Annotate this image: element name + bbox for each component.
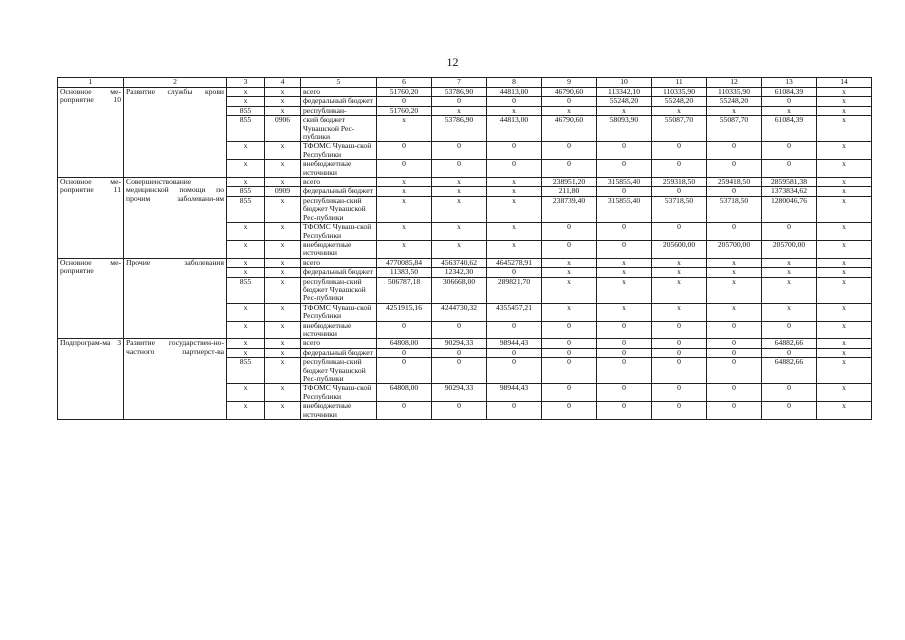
value-cell: 64808,00: [377, 384, 432, 402]
value-cell: 205600,00: [652, 240, 707, 258]
value-cell: 0: [597, 339, 652, 348]
value-cell: 0: [762, 402, 817, 420]
col14-cell: x: [817, 88, 872, 97]
value-cell: 55248,20: [707, 97, 762, 106]
funding-source-cell: федеральный бюджет: [301, 348, 377, 357]
value-cell: 0: [432, 97, 487, 106]
value-cell: 64882,66: [762, 339, 817, 348]
value-cell: 0: [432, 402, 487, 420]
value-cell: 58093,90: [597, 116, 652, 142]
value-cell: 4251915,16: [377, 303, 432, 321]
value-cell: 4770085,84: [377, 258, 432, 267]
program-name-cell: Подпрограм-ма 3: [58, 339, 124, 420]
header-cell: 2: [124, 78, 227, 88]
program-name-cell: Основное ме-роприятие: [58, 258, 124, 339]
header-cell: 13: [762, 78, 817, 88]
grbs-cell: x: [227, 142, 265, 160]
value-cell: 238739,40: [542, 196, 597, 222]
value-cell: 0: [707, 358, 762, 384]
value-cell: 0: [652, 348, 707, 357]
funding-source-cell: внебюджетные источники: [301, 402, 377, 420]
header-cell: 3: [227, 78, 265, 88]
grbs-cell: x: [227, 303, 265, 321]
col14-cell: x: [817, 97, 872, 106]
value-cell: 12342,30: [432, 268, 487, 277]
value-cell: 0: [652, 339, 707, 348]
value-cell: 0: [652, 321, 707, 339]
value-cell: x: [432, 187, 487, 196]
value-cell: x: [597, 258, 652, 267]
funding-source-cell: ский бюджет Чувашской Рес-публики: [301, 116, 377, 142]
col14-cell: x: [817, 321, 872, 339]
col14-cell: x: [817, 277, 872, 303]
value-cell: 259418,50: [707, 178, 762, 187]
value-cell: 46790,60: [542, 88, 597, 97]
header-row: [58, 78, 872, 88]
header-cell: 9: [542, 78, 597, 88]
value-cell: 0: [762, 223, 817, 241]
value-cell: 238951,20: [542, 178, 597, 187]
value-cell: x: [377, 196, 432, 222]
value-cell: x: [487, 196, 542, 222]
funding-source-cell: федеральный бюджет: [301, 268, 377, 277]
value-cell: x: [487, 187, 542, 196]
value-cell: 61084,39: [762, 88, 817, 97]
value-cell: 0: [432, 160, 487, 178]
value-cell: 0: [707, 142, 762, 160]
value-cell: 0: [377, 321, 432, 339]
value-cell: 0: [597, 348, 652, 357]
col14-cell: x: [817, 106, 872, 115]
value-cell: 110335,90: [652, 88, 707, 97]
section-cell: x: [265, 358, 301, 384]
grbs-cell: x: [227, 348, 265, 357]
value-cell: x: [707, 277, 762, 303]
value-cell: x: [432, 223, 487, 241]
value-cell: x: [652, 268, 707, 277]
value-cell: 1373834,62: [762, 187, 817, 196]
value-cell: 0: [652, 223, 707, 241]
section-cell: x: [265, 258, 301, 267]
value-cell: 0: [597, 223, 652, 241]
program-title-cell: Прочие заболевания: [124, 258, 227, 339]
funding-source-cell: ТФОМС Чуваш-ской Республики: [301, 384, 377, 402]
value-cell: 506787,18: [377, 277, 432, 303]
grbs-cell: x: [227, 97, 265, 106]
value-cell: 0: [432, 142, 487, 160]
header-cell: 1: [58, 78, 124, 88]
program-title-cell: Развитие государствен-но-частного партнерст-ва: [124, 339, 227, 420]
value-cell: 53786,90: [432, 116, 487, 142]
value-cell: x: [377, 187, 432, 196]
value-cell: 0: [487, 268, 542, 277]
value-cell: 0: [597, 358, 652, 384]
value-cell: 0: [597, 187, 652, 196]
col14-cell: x: [817, 384, 872, 402]
value-cell: 51760,20: [377, 88, 432, 97]
value-cell: 0: [487, 142, 542, 160]
col14-cell: x: [817, 116, 872, 142]
value-cell: 64808,00: [377, 339, 432, 348]
value-cell: 306668,00: [432, 277, 487, 303]
value-cell: 90294,33: [432, 339, 487, 348]
budget-table: [57, 77, 872, 420]
value-cell: 4355457,21: [487, 303, 542, 321]
value-cell: 53718,50: [707, 196, 762, 222]
table-row: [58, 258, 872, 267]
value-cell: 0: [542, 384, 597, 402]
table-row: [58, 178, 872, 187]
value-cell: 211,80: [542, 187, 597, 196]
funding-source-cell: республикан-ский бюджет Чувашской Рес-публики: [301, 358, 377, 384]
value-cell: 0: [707, 348, 762, 357]
section-cell: x: [265, 160, 301, 178]
value-cell: 0: [762, 97, 817, 106]
value-cell: x: [487, 223, 542, 241]
value-cell: 0: [597, 240, 652, 258]
value-cell: 0: [542, 321, 597, 339]
value-cell: x: [707, 258, 762, 267]
value-cell: 0: [762, 348, 817, 357]
section-cell: x: [265, 277, 301, 303]
value-cell: 0: [707, 339, 762, 348]
section-cell: x: [265, 240, 301, 258]
program-name-cell: Основное ме-роприятие 10: [58, 88, 124, 178]
value-cell: 44813,00: [487, 88, 542, 97]
value-cell: 4563740,62: [432, 258, 487, 267]
funding-source-cell: ТФОМС Чуваш-ской Республики: [301, 303, 377, 321]
value-cell: x: [542, 303, 597, 321]
value-cell: x: [432, 240, 487, 258]
value-cell: 55248,20: [597, 97, 652, 106]
section-cell: x: [265, 339, 301, 348]
value-cell: 315855,40: [597, 178, 652, 187]
value-cell: 0: [652, 402, 707, 420]
col14-cell: x: [817, 339, 872, 348]
value-cell: 53786,90: [432, 88, 487, 97]
table-row: [58, 88, 872, 97]
funding-source-cell: республикан-ский бюджет Чувашской Рес-публики: [301, 196, 377, 222]
value-cell: 0: [542, 240, 597, 258]
value-cell: 0: [432, 358, 487, 384]
value-cell: x: [377, 223, 432, 241]
value-cell: 0: [597, 402, 652, 420]
value-cell: 0: [597, 321, 652, 339]
header-cell: 4: [265, 78, 301, 88]
value-cell: x: [597, 106, 652, 115]
section-cell: x: [265, 196, 301, 222]
value-cell: 110335,90: [707, 88, 762, 97]
value-cell: 64882,66: [762, 358, 817, 384]
section-cell: 0906: [265, 116, 301, 142]
value-cell: 0: [707, 402, 762, 420]
funding-source-cell: ТФОМС Чуваш-ской Республики: [301, 223, 377, 241]
header-cell: 7: [432, 78, 487, 88]
col14-cell: x: [817, 258, 872, 267]
col14-cell: x: [817, 187, 872, 196]
value-cell: 0: [542, 223, 597, 241]
grbs-cell: x: [227, 268, 265, 277]
value-cell: x: [597, 268, 652, 277]
grbs-cell: x: [227, 88, 265, 97]
value-cell: 53718,50: [652, 196, 707, 222]
funding-source-cell: внебюджетные источники: [301, 240, 377, 258]
value-cell: x: [487, 240, 542, 258]
value-cell: 0: [487, 348, 542, 357]
section-cell: x: [265, 97, 301, 106]
value-cell: x: [542, 258, 597, 267]
section-cell: x: [265, 384, 301, 402]
value-cell: 0: [487, 402, 542, 420]
value-cell: 0: [542, 339, 597, 348]
value-cell: x: [707, 268, 762, 277]
section-cell: x: [265, 106, 301, 115]
value-cell: 0: [597, 142, 652, 160]
section-cell: 0909: [265, 187, 301, 196]
value-cell: 0: [542, 348, 597, 357]
value-cell: 0: [762, 384, 817, 402]
funding-source-cell: внебюджетные источники: [301, 321, 377, 339]
value-cell: 0: [707, 321, 762, 339]
value-cell: 259318,50: [652, 178, 707, 187]
value-cell: x: [707, 106, 762, 115]
funding-source-cell: ТФОМС Чуваш-ской Республики: [301, 142, 377, 160]
header-cell: 11: [652, 78, 707, 88]
value-cell: 51760,20: [377, 106, 432, 115]
col14-cell: x: [817, 142, 872, 160]
value-cell: 0: [707, 187, 762, 196]
value-cell: x: [652, 106, 707, 115]
col14-cell: x: [817, 402, 872, 420]
grbs-cell: x: [227, 321, 265, 339]
col14-cell: x: [817, 268, 872, 277]
value-cell: 0: [597, 384, 652, 402]
value-cell: 0: [377, 402, 432, 420]
value-cell: 0: [542, 97, 597, 106]
program-title-cell: Развитие службы крови: [124, 88, 227, 178]
value-cell: 55087,70: [707, 116, 762, 142]
grbs-cell: x: [227, 240, 265, 258]
section-cell: x: [265, 178, 301, 187]
header-cell: 5: [301, 78, 377, 88]
value-cell: 0: [377, 348, 432, 357]
program-title-cell: Совершенствование медицинской помощи по прочим заболевани-ям: [124, 178, 227, 259]
value-cell: x: [432, 106, 487, 115]
grbs-cell: x: [227, 339, 265, 348]
value-cell: x: [542, 277, 597, 303]
grbs-cell: x: [227, 178, 265, 187]
funding-source-cell: республикан-: [301, 106, 377, 115]
grbs-cell: 855: [227, 187, 265, 196]
value-cell: 1280046,76: [762, 196, 817, 222]
value-cell: 98944,43: [487, 339, 542, 348]
col14-cell: x: [817, 303, 872, 321]
value-cell: 46790,60: [542, 116, 597, 142]
value-cell: 289821,70: [487, 277, 542, 303]
grbs-cell: x: [227, 160, 265, 178]
value-cell: 0: [707, 160, 762, 178]
value-cell: x: [487, 106, 542, 115]
value-cell: x: [652, 258, 707, 267]
value-cell: x: [432, 178, 487, 187]
grbs-cell: 855: [227, 116, 265, 142]
grbs-cell: 855: [227, 358, 265, 384]
value-cell: 0: [487, 97, 542, 106]
grbs-cell: 855: [227, 106, 265, 115]
header-cell: 6: [377, 78, 432, 88]
value-cell: x: [597, 277, 652, 303]
value-cell: 0: [377, 160, 432, 178]
value-cell: 0: [377, 142, 432, 160]
col14-cell: x: [817, 196, 872, 222]
funding-source-cell: всего: [301, 178, 377, 187]
value-cell: 0: [652, 358, 707, 384]
program-name-cell: Основное ме-роприятие 11: [58, 178, 124, 259]
value-cell: 0: [762, 321, 817, 339]
col14-cell: x: [817, 348, 872, 357]
value-cell: 55087,70: [652, 116, 707, 142]
header-cell: 14: [817, 78, 872, 88]
section-cell: x: [265, 303, 301, 321]
value-cell: 0: [487, 321, 542, 339]
value-cell: 0: [542, 402, 597, 420]
value-cell: x: [487, 178, 542, 187]
value-cell: 0: [762, 142, 817, 160]
value-cell: 0: [707, 223, 762, 241]
value-cell: 0: [707, 384, 762, 402]
grbs-cell: x: [227, 384, 265, 402]
section-cell: x: [265, 142, 301, 160]
value-cell: 0: [762, 160, 817, 178]
value-cell: 11383,50: [377, 268, 432, 277]
value-cell: 0: [652, 160, 707, 178]
value-cell: 205700,00: [762, 240, 817, 258]
funding-source-cell: всего: [301, 88, 377, 97]
value-cell: x: [762, 277, 817, 303]
value-cell: x: [652, 303, 707, 321]
value-cell: 4645278,91: [487, 258, 542, 267]
value-cell: 0: [377, 358, 432, 384]
header-cell: 12: [707, 78, 762, 88]
funding-source-cell: всего: [301, 258, 377, 267]
value-cell: x: [652, 277, 707, 303]
value-cell: 0: [652, 187, 707, 196]
value-cell: x: [762, 258, 817, 267]
grbs-cell: 855: [227, 196, 265, 222]
funding-source-cell: республикан-ский бюджет Чувашской Рес-публики: [301, 277, 377, 303]
value-cell: 0: [432, 348, 487, 357]
value-cell: x: [762, 303, 817, 321]
value-cell: 2859581,38: [762, 178, 817, 187]
value-cell: 0: [377, 97, 432, 106]
header-cell: 10: [597, 78, 652, 88]
funding-source-cell: всего: [301, 339, 377, 348]
section-cell: x: [265, 321, 301, 339]
grbs-cell: 855: [227, 277, 265, 303]
value-cell: 0: [652, 142, 707, 160]
value-cell: x: [542, 268, 597, 277]
value-cell: x: [377, 178, 432, 187]
section-cell: x: [265, 348, 301, 357]
value-cell: x: [377, 116, 432, 142]
col14-cell: x: [817, 358, 872, 384]
col14-cell: x: [817, 160, 872, 178]
value-cell: 0: [542, 142, 597, 160]
grbs-cell: x: [227, 402, 265, 420]
value-cell: 0: [487, 358, 542, 384]
value-cell: 44813,00: [487, 116, 542, 142]
section-cell: x: [265, 88, 301, 97]
value-cell: 205700,00: [707, 240, 762, 258]
table-row: [58, 339, 872, 348]
value-cell: x: [432, 196, 487, 222]
value-cell: 0: [432, 321, 487, 339]
value-cell: 315855,40: [597, 196, 652, 222]
value-cell: x: [377, 240, 432, 258]
value-cell: 0: [487, 160, 542, 178]
value-cell: x: [762, 106, 817, 115]
value-cell: 4244730,32: [432, 303, 487, 321]
value-cell: 0: [652, 384, 707, 402]
col14-cell: x: [817, 223, 872, 241]
funding-source-cell: внебюджетные источники: [301, 160, 377, 178]
funding-source-cell: федеральный бюджет: [301, 97, 377, 106]
value-cell: 55248,20: [652, 97, 707, 106]
grbs-cell: x: [227, 258, 265, 267]
col14-cell: x: [817, 178, 872, 187]
value-cell: x: [762, 268, 817, 277]
funding-source-cell: федеральный бюджет: [301, 187, 377, 196]
page-number: 12: [446, 55, 459, 69]
section-cell: x: [265, 402, 301, 420]
grbs-cell: x: [227, 223, 265, 241]
col14-cell: x: [817, 240, 872, 258]
value-cell: x: [542, 106, 597, 115]
value-cell: 61084,39: [762, 116, 817, 142]
value-cell: 0: [542, 358, 597, 384]
value-cell: 0: [542, 160, 597, 178]
section-cell: x: [265, 268, 301, 277]
value-cell: 113342,10: [597, 88, 652, 97]
value-cell: x: [707, 303, 762, 321]
value-cell: 90294,33: [432, 384, 487, 402]
value-cell: 0: [597, 160, 652, 178]
value-cell: x: [597, 303, 652, 321]
value-cell: 98944,43: [487, 384, 542, 402]
section-cell: x: [265, 223, 301, 241]
table-body: [58, 78, 872, 420]
header-cell: 8: [487, 78, 542, 88]
